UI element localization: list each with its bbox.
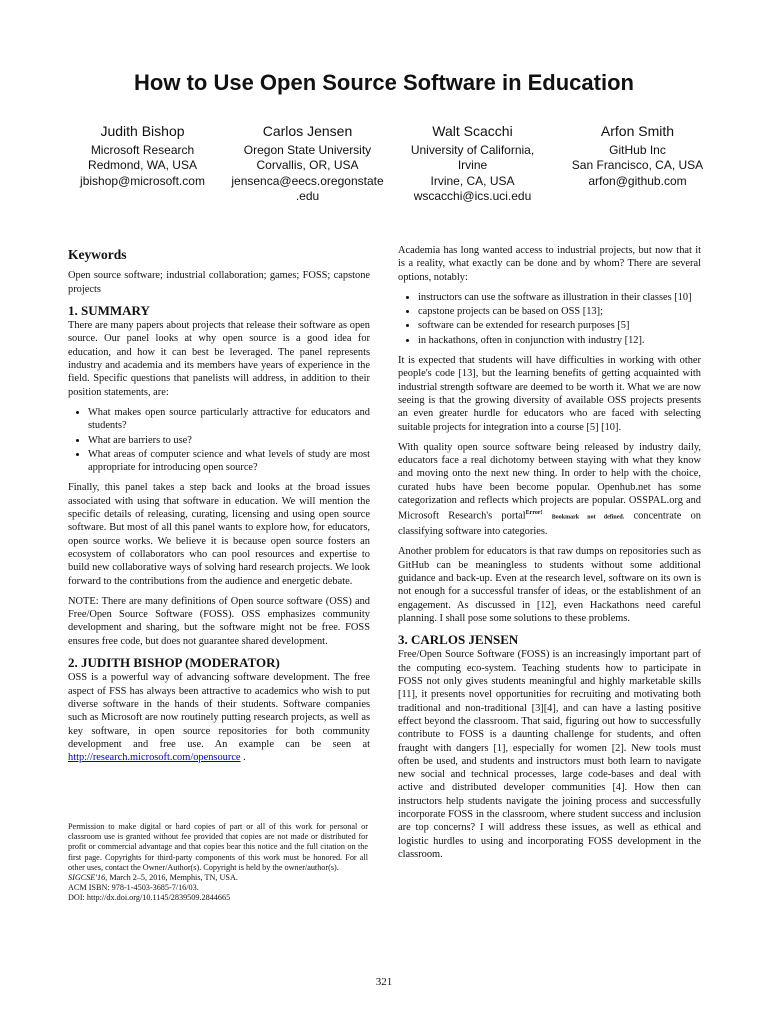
- list-item: • instructors can use the software as illustration in their classes [10]: [418, 291, 701, 304]
- author-affiliation: Oregon State University: [243, 142, 372, 157]
- author-name: Walt Scacchi: [432, 123, 513, 139]
- copyright-footnote: [68, 822, 368, 904]
- options-list: [398, 291, 701, 347]
- right-paragraph-4: Another problem for educators is that raw dumps on repositories such as GitHub can be meaningless to students without some additional guidance and back-up. Even at the research level, software on its own is not enough for a successful transfer of ideas, or the establishment of an engagement. As discussed in [12], even Hackathons need careful planning. I shall pose some solutions to these problems.: [398, 546, 701, 624]
- list-item: • software can be extended for research purposes [5]: [418, 319, 701, 332]
- author-block: [60, 124, 720, 205]
- summary-paragraph-1: There are many papers about projects that release their software as open source. Our panel looks at why open source is a good idea for education, and how it can best be leveraged. The panel represents industry and academia and its members have years of experience in the field. Specific questions that panelists will address, in addition to their position statements, are:: [68, 320, 370, 398]
- author-location: Corvallis, OR, USA: [256, 158, 359, 172]
- page-number: 321: [375, 976, 393, 988]
- venue-name: SIGCSE'16: [68, 873, 106, 883]
- summary-heading: 1. SUMMARY: [68, 302, 150, 318]
- summary-paragraph-2: Finally, this panel takes a step back and looks at the broad issues associated with using that software in education. We will mention the specific details of releasing, curating, licensing and using open source software. But most of all this panel wants to explore how, for educators, open source works. We believe it is because open source fosters an ecosystem of collaborators who can pool resources and expertise to build new collaborative ways of solving hard research projects. We look forward to the contributions from the audience and energetic debate.: [68, 482, 370, 587]
- author-affiliation: Microsoft Research: [90, 142, 195, 157]
- bishop-text-end: .: [240, 752, 246, 764]
- author-affiliation: University of California,: [410, 142, 535, 157]
- keywords-text: Open source software; industrial collaboration; games; FOSS; capstone projects: [68, 270, 370, 295]
- bookmark-error-sup: Error!: [525, 510, 543, 517]
- bookmark-error-text: Bookmark not defined.: [551, 514, 625, 521]
- author-location: Irvine, CA, USA: [430, 173, 515, 188]
- author-smith: [555, 124, 720, 205]
- list-item: • What makes open source particularly attractive for educators and students?: [88, 406, 370, 433]
- permission-text: Permission to make digital or hard copies of part or all of this work for personal or classroom use is granted without fee provided that copies are not made or distributed for profit or commercial advantage and that copies bear this notice and the full citation on the first page. Copyrights for third-party components of this work must be honored. For all other uses, contact the Owner/Author(s). Copyright is held by the owner/author(s).: [68, 822, 368, 872]
- author-affiliation-cont: Irvine: [457, 158, 488, 172]
- author-email: jensenca@eecs.oregonstate: [231, 173, 384, 188]
- left-column: [68, 248, 370, 771]
- list-item: • What are barriers to use?: [88, 434, 370, 447]
- author-email: wscacchi@ics.uci.edu: [413, 189, 532, 203]
- author-jensen: [225, 124, 390, 205]
- author-location: Redmond, WA, USA: [88, 158, 197, 172]
- venue-details: , March 2–5, 2016, Memphis, TN, USA.: [105, 873, 238, 883]
- doi-line: DOI: http://dx.doi.org/10.1145/2839509.2844665: [68, 893, 231, 903]
- paper-title: How to Use Open Source Software in Education: [134, 70, 634, 95]
- jensen-heading: 3. CARLOS JENSEN: [398, 632, 519, 648]
- right-paragraph-2: It is expected that students will have difficulties in working with other people's code [13], but the learning benefits of getting acquainted with industrial strength software are deemed to be worth it. What we are now seeing is that the growing diversity of available OSS projects presents an even greater hurdle for educators who are faced with selecting suitable projects for integration into a course [5] [10].: [398, 355, 701, 433]
- author-email: jbishop@microsoft.com: [80, 173, 205, 188]
- opensource-link[interactable]: http://research.microsoft.com/opensource: [68, 752, 241, 764]
- summary-note: NOTE: There are many definitions of Open source software (OSS) and Free/Open Source Software (FOSS). OSS emphasizes community development and sharing, but the software might not be free. FOSS ensures free code, but does not guarantee shared development.: [68, 595, 370, 647]
- author-scacchi: [390, 124, 555, 205]
- isbn-line: ACM ISBN: 978-1-4503-3685-7/16/03.: [68, 883, 199, 893]
- author-location: San Francisco, CA, USA: [571, 158, 704, 172]
- right-paragraph-1: Academia has long wanted access to industrial projects, but now that it is a reality, what exactly can be done and by whom? There are several options, notably:: [398, 245, 701, 283]
- jensen-paragraph: Free/Open Source Software (FOSS) is an increasingly important part of the computing eco-system. Teaching students how to participate in FOSS not only gives students meaningful and highly marketable skills [11], it presents novel opportunities for recruiting and motivating both traditional and non-traditional [3][4], and can have a lasting positive effect beyond the classroom. That said, figuring out how to successfully contribute to FOSS is a daunting challenge for students, and often fraught with dangers [1], especially for women [2]. New tools must often be used, and students and instructors must both learn to navigate new social and technical processes, large code-bases and deal with active and distributed developer communities [4]. How then can instructors help students navigate the joining process and successfully incorporate FOSS in the classroom, where student success and inclusion are top concerns? I will address these issues, as well as ethical and logistic hurdles to using and incorporating FOSS development in the classroom.: [398, 649, 701, 860]
- p3-text-end: concentrate on classifying software into categories.: [398, 510, 701, 538]
- keywords-heading: Keywords: [68, 247, 127, 262]
- bishop-paragraph: [68, 671, 370, 764]
- summary-questions-list: [68, 406, 370, 474]
- author-email: arfon@github.com: [588, 173, 687, 188]
- bishop-heading: 2. JUDITH BISHOP (MODERATOR): [68, 655, 280, 671]
- list-item: • What areas of computer science and what levels of study are most appropriate for introducing open source?: [88, 448, 370, 475]
- list-item: • in hackathons, often in conjunction with industry [12].: [418, 334, 701, 347]
- author-bishop: [60, 124, 225, 205]
- author-email-cont: .edu: [295, 189, 320, 203]
- author-name: Carlos Jensen: [262, 123, 353, 139]
- p3-text: With quality open source software being released by industry daily, educators face a real dichotomy between staying with what they know and moving onto the next new thing. In order to help with the choice, curated hubs have been become popular. Openhub.net has some categorization and reflects which projects are popular. OSSPAL.org and Microsoft Research's portal: [398, 441, 701, 522]
- list-item: • capstone projects can be based on OSS [13];: [418, 305, 701, 318]
- right-paragraph-3: [398, 441, 701, 539]
- author-name: Judith Bishop: [100, 123, 185, 139]
- bishop-text: OSS is a powerful way of advancing software development. The free aspect of FSS has always been attractive to academics who wish to put diverse software in the hands of their students. Software companies such as Microsoft are now routinely putting research projects, as well as key software, in open source repositories for both community development and free use. An example can be seen at: [68, 672, 370, 750]
- author-affiliation: GitHub Inc: [609, 142, 666, 157]
- author-name: Arfon Smith: [600, 123, 675, 139]
- venue-line: [68, 873, 368, 883]
- right-column: [398, 244, 701, 868]
